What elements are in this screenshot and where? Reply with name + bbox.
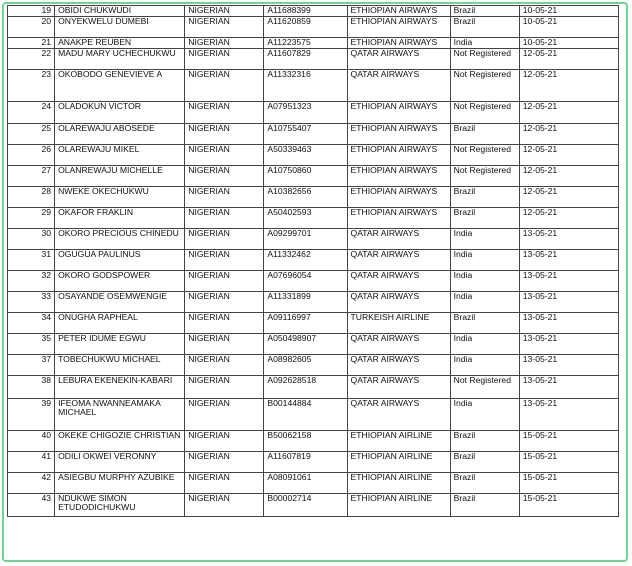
row-number-cell: 24 (8, 101, 55, 123)
table-row (8, 6, 619, 17)
airline-cell: QATAR AIRWAYS (347, 249, 450, 270)
table-row (8, 207, 619, 228)
table-row (8, 493, 619, 516)
passport-number-cell: A10382656 (264, 186, 347, 207)
passenger-name-cell: OLADOKUN VICTOR (55, 101, 185, 123)
destination-cell: Brazil (450, 16, 519, 37)
nationality-cell: NIGERIAN (185, 451, 264, 472)
passenger-name-cell: MADU MARY UCHECHUKWU (55, 48, 185, 69)
passport-number-cell: A07951323 (264, 101, 347, 123)
passenger-name-cell: OKOBODO GENEVIEVE A (55, 69, 185, 101)
table-row (8, 16, 619, 37)
travel-date-cell: 10-05-21 (519, 37, 618, 48)
row-number-cell: 31 (8, 249, 55, 270)
row-number-cell: 43 (8, 493, 55, 516)
row-number-cell: 40 (8, 430, 55, 451)
nationality-cell: NIGERIAN (185, 101, 264, 123)
destination-cell: Not Registered (450, 375, 519, 398)
travel-date-cell: 12-05-21 (519, 207, 618, 228)
airline-cell: QATAR AIRWAYS (347, 354, 450, 375)
passenger-name-cell: IFEOMA NWANNEAMAKA MICHAEL (55, 398, 185, 430)
travel-date-cell: 12-05-21 (519, 186, 618, 207)
airline-cell: ETHIOPIAN AIRLINE (347, 493, 450, 516)
passenger-name-cell: OBIDI CHUKWUDI (55, 6, 185, 17)
destination-cell: Brazil (450, 207, 519, 228)
table-row (8, 430, 619, 451)
row-number-cell: 33 (8, 291, 55, 312)
nationality-cell: NIGERIAN (185, 493, 264, 516)
passport-number-cell: A08091061 (264, 472, 347, 493)
travel-date-cell: 13-05-21 (519, 398, 618, 430)
passport-number-cell: A07696054 (264, 270, 347, 291)
nationality-cell: NIGERIAN (185, 249, 264, 270)
travel-date-cell: 10-05-21 (519, 6, 618, 17)
passport-number-cell: A08982605 (264, 354, 347, 375)
airline-cell: QATAR AIRWAYS (347, 48, 450, 69)
table-row (8, 165, 619, 186)
airline-cell: QATAR AIRWAYS (347, 398, 450, 430)
airline-cell: ETHIOPIAN AIRWAYS (347, 123, 450, 144)
nationality-cell: NIGERIAN (185, 398, 264, 430)
travel-date-cell: 12-05-21 (519, 69, 618, 101)
row-number-cell: 34 (8, 312, 55, 333)
table-row (8, 472, 619, 493)
travel-date-cell: 12-05-21 (519, 48, 618, 69)
passport-number-cell: A10755407 (264, 123, 347, 144)
travel-date-cell: 12-05-21 (519, 101, 618, 123)
row-number-cell: 38 (8, 375, 55, 398)
nationality-cell: NIGERIAN (185, 333, 264, 354)
passport-number-cell: A092628518 (264, 375, 347, 398)
passport-number-cell: A11332462 (264, 249, 347, 270)
destination-cell: Brazil (450, 493, 519, 516)
nationality-cell: NIGERIAN (185, 16, 264, 37)
passport-number-cell: B00002714 (264, 493, 347, 516)
table-row (8, 101, 619, 123)
passenger-name-cell: NWEKE OKECHUKWU (55, 186, 185, 207)
passenger-name-cell: ODILI OKWEI VERONNY (55, 451, 185, 472)
row-number-cell: 26 (8, 144, 55, 165)
table-row (8, 69, 619, 101)
destination-cell: Not Registered (450, 101, 519, 123)
nationality-cell: NIGERIAN (185, 6, 264, 17)
passenger-table-body (8, 6, 619, 517)
row-number-cell: 41 (8, 451, 55, 472)
table-row (8, 375, 619, 398)
nationality-cell: NIGERIAN (185, 207, 264, 228)
travel-date-cell: 13-05-21 (519, 333, 618, 354)
nationality-cell: NIGERIAN (185, 37, 264, 48)
nationality-cell: NIGERIAN (185, 186, 264, 207)
passenger-name-cell: ANAKPE REUBEN (55, 37, 185, 48)
destination-cell: Not Registered (450, 69, 519, 101)
passenger-name-cell: OLAREWAJU MIKEL (55, 144, 185, 165)
destination-cell: India (450, 333, 519, 354)
passenger-name-cell: PETER IDUME EGWU (55, 333, 185, 354)
nationality-cell: NIGERIAN (185, 472, 264, 493)
airline-cell: QATAR AIRWAYS (347, 69, 450, 101)
travel-date-cell: 13-05-21 (519, 249, 618, 270)
airline-cell: ETHIOPIAN AIRWAYS (347, 144, 450, 165)
table-row (8, 291, 619, 312)
passenger-table (7, 5, 619, 517)
passport-number-cell: A11223575 (264, 37, 347, 48)
destination-cell: Brazil (450, 6, 519, 17)
nationality-cell: NIGERIAN (185, 312, 264, 333)
row-number-cell: 19 (8, 6, 55, 17)
airline-cell: ETHIOPIAN AIRWAYS (347, 165, 450, 186)
table-row (8, 228, 619, 249)
airline-cell: QATAR AIRWAYS (347, 291, 450, 312)
airline-cell: ETHIOPIAN AIRWAYS (347, 16, 450, 37)
destination-cell: Brazil (450, 186, 519, 207)
table-row (8, 333, 619, 354)
passenger-name-cell: OLAREWAJU ABOSEDE (55, 123, 185, 144)
table-row (8, 37, 619, 48)
passenger-name-cell: LEBURA EKENEKIN-KABARI (55, 375, 185, 398)
row-number-cell: 25 (8, 123, 55, 144)
airline-cell: ETHIOPIAN AIRWAYS (347, 37, 450, 48)
nationality-cell: NIGERIAN (185, 430, 264, 451)
airline-cell: QATAR AIRWAYS (347, 270, 450, 291)
passport-number-cell: A11688399 (264, 6, 347, 17)
table-row (8, 451, 619, 472)
row-number-cell: 23 (8, 69, 55, 101)
passport-number-cell: A11607829 (264, 48, 347, 69)
nationality-cell: NIGERIAN (185, 123, 264, 144)
passport-number-cell: A50339463 (264, 144, 347, 165)
passport-number-cell: A11620859 (264, 16, 347, 37)
table-row (8, 123, 619, 144)
destination-cell: India (450, 37, 519, 48)
travel-date-cell: 13-05-21 (519, 291, 618, 312)
travel-date-cell: 13-05-21 (519, 375, 618, 398)
airline-cell: ETHIOPIAN AIRWAYS (347, 186, 450, 207)
table-row (8, 312, 619, 333)
row-number-cell: 27 (8, 165, 55, 186)
travel-date-cell: 13-05-21 (519, 312, 618, 333)
airline-cell: ETHIOPIAN AIRWAYS (347, 207, 450, 228)
nationality-cell: NIGERIAN (185, 228, 264, 249)
travel-date-cell: 15-05-21 (519, 430, 618, 451)
travel-date-cell: 10-05-21 (519, 16, 618, 37)
row-number-cell: 30 (8, 228, 55, 249)
airline-cell: ETHIOPIAN AIRWAYS (347, 101, 450, 123)
destination-cell: India (450, 354, 519, 375)
passenger-name-cell: OGUGUA PAULINUS (55, 249, 185, 270)
passenger-name-cell: OKORO GODSPOWER (55, 270, 185, 291)
airline-cell: QATAR AIRWAYS (347, 333, 450, 354)
nationality-cell: NIGERIAN (185, 270, 264, 291)
destination-cell: Brazil (450, 312, 519, 333)
travel-date-cell: 13-05-21 (519, 228, 618, 249)
row-number-cell: 37 (8, 354, 55, 375)
airline-cell: QATAR AIRWAYS (347, 375, 450, 398)
row-number-cell: 35 (8, 333, 55, 354)
destination-cell: Not Registered (450, 144, 519, 165)
passport-number-cell: A050498907 (264, 333, 347, 354)
passenger-name-cell: ONYEKWELU DUMEBI (55, 16, 185, 37)
nationality-cell: NIGERIAN (185, 144, 264, 165)
passport-number-cell: A50402593 (264, 207, 347, 228)
passport-number-cell: A10750860 (264, 165, 347, 186)
nationality-cell: NIGERIAN (185, 375, 264, 398)
destination-cell: Brazil (450, 472, 519, 493)
passport-number-cell: A09116997 (264, 312, 347, 333)
passenger-name-cell: ONUGHA RAPHEAL (55, 312, 185, 333)
passport-number-cell: A11607819 (264, 451, 347, 472)
passenger-name-cell: OKORO PRECIOUS CHINEDU (55, 228, 185, 249)
table-row (8, 48, 619, 69)
passenger-name-cell: ASIEGBU MURPHY AZUBIKE (55, 472, 185, 493)
airline-cell: ETHIOPIAN AIRWAYS (347, 6, 450, 17)
destination-cell: India (450, 228, 519, 249)
table-row (8, 186, 619, 207)
passenger-name-cell: OSAYANDE OSEMWENGIE (55, 291, 185, 312)
table-row (8, 398, 619, 430)
travel-date-cell: 12-05-21 (519, 144, 618, 165)
airline-cell: TURKEISH AIRLINE (347, 312, 450, 333)
passenger-name-cell: OLANREWAJU MICHELLE (55, 165, 185, 186)
travel-date-cell: 13-05-21 (519, 354, 618, 375)
row-number-cell: 20 (8, 16, 55, 37)
row-number-cell: 28 (8, 186, 55, 207)
passport-number-cell: A09299701 (264, 228, 347, 249)
travel-date-cell: 15-05-21 (519, 451, 618, 472)
passenger-name-cell: NDUKWE SIMON ETUDODICHUKWU (55, 493, 185, 516)
passenger-name-cell: OKAFOR FRAKLIN (55, 207, 185, 228)
row-number-cell: 21 (8, 37, 55, 48)
table-row (8, 144, 619, 165)
passport-number-cell: A11332316 (264, 69, 347, 101)
airline-cell: ETHIOPIAN AIRLINE (347, 430, 450, 451)
row-number-cell: 42 (8, 472, 55, 493)
travel-date-cell: 12-05-21 (519, 165, 618, 186)
row-number-cell: 22 (8, 48, 55, 69)
destination-cell: Brazil (450, 123, 519, 144)
passenger-name-cell: OKEKE CHIGOZIE CHRISTIAN (55, 430, 185, 451)
nationality-cell: NIGERIAN (185, 48, 264, 69)
nationality-cell: NIGERIAN (185, 291, 264, 312)
destination-cell: India (450, 270, 519, 291)
row-number-cell: 32 (8, 270, 55, 291)
passenger-name-cell: TOBECHUKWU MICHAEL (55, 354, 185, 375)
airline-cell: ETHIOPIAN AIRLINE (347, 472, 450, 493)
passport-number-cell: B00144884 (264, 398, 347, 430)
table-row (8, 270, 619, 291)
destination-cell: India (450, 249, 519, 270)
passport-number-cell: B50062158 (264, 430, 347, 451)
passport-number-cell: A11331899 (264, 291, 347, 312)
nationality-cell: NIGERIAN (185, 354, 264, 375)
travel-date-cell: 13-05-21 (519, 270, 618, 291)
travel-date-cell: 15-05-21 (519, 493, 618, 516)
travel-date-cell: 12-05-21 (519, 123, 618, 144)
destination-cell: Not Registered (450, 48, 519, 69)
row-number-cell: 39 (8, 398, 55, 430)
document-frame (2, 2, 628, 562)
destination-cell: India (450, 291, 519, 312)
row-number-cell: 29 (8, 207, 55, 228)
nationality-cell: NIGERIAN (185, 69, 264, 101)
destination-cell: Not Registered (450, 165, 519, 186)
destination-cell: Brazil (450, 430, 519, 451)
travel-date-cell: 15-05-21 (519, 472, 618, 493)
destination-cell: India (450, 398, 519, 430)
airline-cell: QATAR AIRWAYS (347, 228, 450, 249)
nationality-cell: NIGERIAN (185, 165, 264, 186)
destination-cell: Brazil (450, 451, 519, 472)
airline-cell: ETHIOPIAN AIRLINE (347, 451, 450, 472)
table-row (8, 249, 619, 270)
table-row (8, 354, 619, 375)
